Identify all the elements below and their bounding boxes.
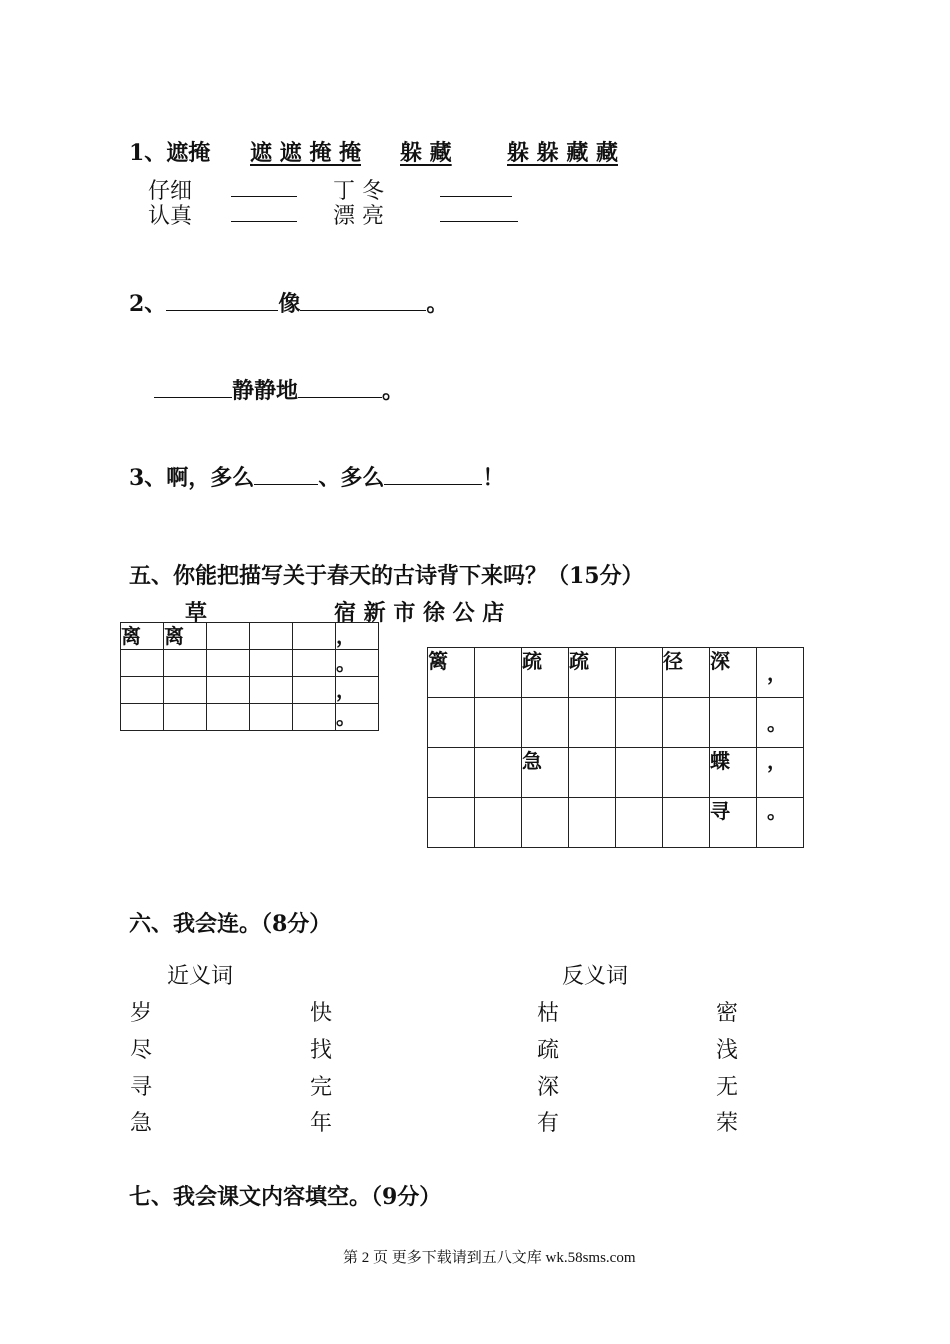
poem2-row [428, 748, 804, 798]
match-word[interactable]: 寻 [130, 1075, 153, 1100]
q1-word-row2a: 认真 [148, 204, 193, 229]
poem-cell[interactable] [663, 748, 710, 798]
poem1-row [121, 650, 379, 677]
poem-punct: 。 [336, 650, 379, 677]
poem-cell[interactable] [293, 677, 336, 704]
poem-punct: ， [757, 648, 804, 698]
poem-cell[interactable] [164, 677, 207, 704]
poem-cell[interactable] [293, 704, 336, 731]
poem-punct: 。 [757, 698, 804, 748]
q2-end2: 。 [382, 378, 405, 404]
poem1-row [121, 623, 379, 650]
poem-cell[interactable] [250, 623, 293, 650]
poem-punct: ， [757, 748, 804, 798]
poem-cell[interactable] [475, 648, 522, 698]
q1-word-2: 躲 藏 [400, 140, 452, 166]
poem-cell[interactable] [569, 748, 616, 798]
poem-cell[interactable] [164, 650, 207, 677]
match-word[interactable]: 有 [537, 1111, 560, 1136]
match-word[interactable]: 荣 [716, 1111, 739, 1136]
poem-cell[interactable] [569, 698, 616, 748]
poem-cell[interactable] [710, 698, 757, 748]
q1-word-row1a: 仔细 [148, 179, 193, 204]
poem-punct: 。 [757, 798, 804, 848]
poem-cell[interactable] [121, 650, 164, 677]
poem2-title: 宿 新 市 徐 公 店 [334, 600, 505, 626]
poem-cell[interactable] [207, 623, 250, 650]
q3-mid: 、多么 [318, 465, 385, 491]
q1-blank-4[interactable] [440, 201, 518, 226]
poem-cell[interactable] [428, 748, 475, 798]
q3-blank-1[interactable] [254, 464, 318, 485]
poem-cell[interactable]: 疏 [569, 648, 616, 698]
q2-line2 [154, 374, 404, 405]
antonym-heading: 反义词 [562, 964, 629, 989]
poem-cell[interactable] [293, 623, 336, 650]
poem-cell[interactable] [250, 677, 293, 704]
poem-cell[interactable] [475, 748, 522, 798]
poem-punct: 。 [336, 704, 379, 731]
q1-word-row1b: 丁 冬 [333, 179, 384, 204]
match-word[interactable]: 密 [716, 1001, 739, 1026]
poem-cell[interactable] [522, 798, 569, 848]
poem2-grid [427, 647, 804, 848]
match-word[interactable]: 找 [310, 1038, 333, 1063]
poem-cell[interactable] [164, 704, 207, 731]
q3-end: ！ [482, 465, 505, 491]
q1-example-2: 躲 躲 藏 藏 [507, 140, 618, 166]
q2-label: 2、 [129, 291, 167, 317]
q2-blank-1[interactable] [166, 290, 278, 311]
q1-blank-3[interactable] [231, 201, 297, 226]
poem-cell[interactable] [475, 798, 522, 848]
poem-punct: ， [336, 623, 379, 650]
poem-cell[interactable]: 径 [663, 648, 710, 698]
section7-title: 七、我会课文内容填空。（9分） [129, 1184, 442, 1210]
q3-line [129, 461, 504, 492]
section6-title: 六、我会连。（8分） [129, 911, 332, 937]
section5-title: 五、你能把描写关于春天的古诗背下来吗？（15分） [129, 563, 644, 589]
poem-cell[interactable] [250, 704, 293, 731]
poem-cell[interactable]: 寻 [710, 798, 757, 848]
q1-blank-2[interactable] [440, 176, 512, 201]
poem-cell[interactable]: 离 [121, 623, 164, 650]
match-word[interactable]: 浅 [716, 1038, 739, 1063]
poem2-row [428, 698, 804, 748]
poem-cell[interactable] [616, 648, 663, 698]
poem-cell[interactable] [207, 704, 250, 731]
poem-cell[interactable] [207, 650, 250, 677]
poem-cell[interactable] [428, 798, 475, 848]
poem1-row [121, 704, 379, 731]
match-word[interactable]: 急 [130, 1111, 153, 1136]
poem-cell[interactable]: 离 [164, 623, 207, 650]
poem-cell[interactable] [616, 748, 663, 798]
poem-cell[interactable] [428, 698, 475, 748]
q2-mid: 像 [278, 291, 301, 317]
q1-blank-1[interactable] [231, 176, 297, 201]
q3-blank-2[interactable] [384, 464, 482, 485]
poem-cell[interactable] [569, 798, 616, 848]
poem1-row [121, 677, 379, 704]
q3-prefix: 3、啊，多么 [129, 465, 255, 491]
match-word[interactable]: 深 [537, 1075, 560, 1100]
match-word[interactable]: 疏 [537, 1038, 560, 1063]
poem-cell[interactable]: 篱 [428, 648, 475, 698]
poem-cell[interactable] [616, 798, 663, 848]
poem-cell[interactable] [475, 698, 522, 748]
match-word[interactable]: 尽 [130, 1038, 153, 1063]
poem-cell[interactable] [250, 650, 293, 677]
q1-label: 1、遮掩 [129, 140, 211, 166]
q1-word-row2b: 漂 亮 [333, 204, 384, 229]
poem-cell[interactable]: 急 [522, 748, 569, 798]
poem-cell[interactable]: 疏 [522, 648, 569, 698]
q2-line1 [129, 287, 448, 318]
synonym-heading: 近义词 [167, 964, 234, 989]
q2-mid2: 静静地 [232, 378, 299, 404]
poem-cell[interactable] [293, 650, 336, 677]
poem-punct: ， [336, 677, 379, 704]
q2-blank-3[interactable] [154, 377, 232, 398]
poem1-grid [120, 622, 379, 731]
match-word[interactable]: 快 [310, 1001, 333, 1026]
match-word[interactable]: 年 [310, 1111, 333, 1136]
match-word[interactable]: 无 [716, 1075, 739, 1100]
match-word[interactable]: 枯 [537, 1001, 560, 1026]
poem-cell[interactable]: 深 [710, 648, 757, 698]
poem-cell[interactable] [663, 798, 710, 848]
q2-blank-2[interactable] [300, 290, 426, 311]
poem-cell[interactable]: 蝶 [710, 748, 757, 798]
page-footer: 第 2 页 更多下载请到五八文库 wk.58sms.com [343, 1250, 636, 1266]
poem-cell[interactable] [522, 698, 569, 748]
poem-cell[interactable] [207, 677, 250, 704]
poem-cell[interactable] [121, 677, 164, 704]
poem-cell[interactable] [663, 698, 710, 748]
poem1-title: 草 [185, 600, 208, 626]
poem-cell[interactable] [121, 704, 164, 731]
q2-end: 。 [426, 291, 449, 317]
poem-cell[interactable] [616, 698, 663, 748]
poem2-row [428, 798, 804, 848]
q1-example-1: 遮 遮 掩 掩 [250, 140, 361, 166]
match-word[interactable]: 岁 [130, 1001, 153, 1026]
match-word[interactable]: 完 [310, 1075, 333, 1100]
poem2-row [428, 648, 804, 698]
q2-blank-4[interactable] [298, 377, 382, 398]
